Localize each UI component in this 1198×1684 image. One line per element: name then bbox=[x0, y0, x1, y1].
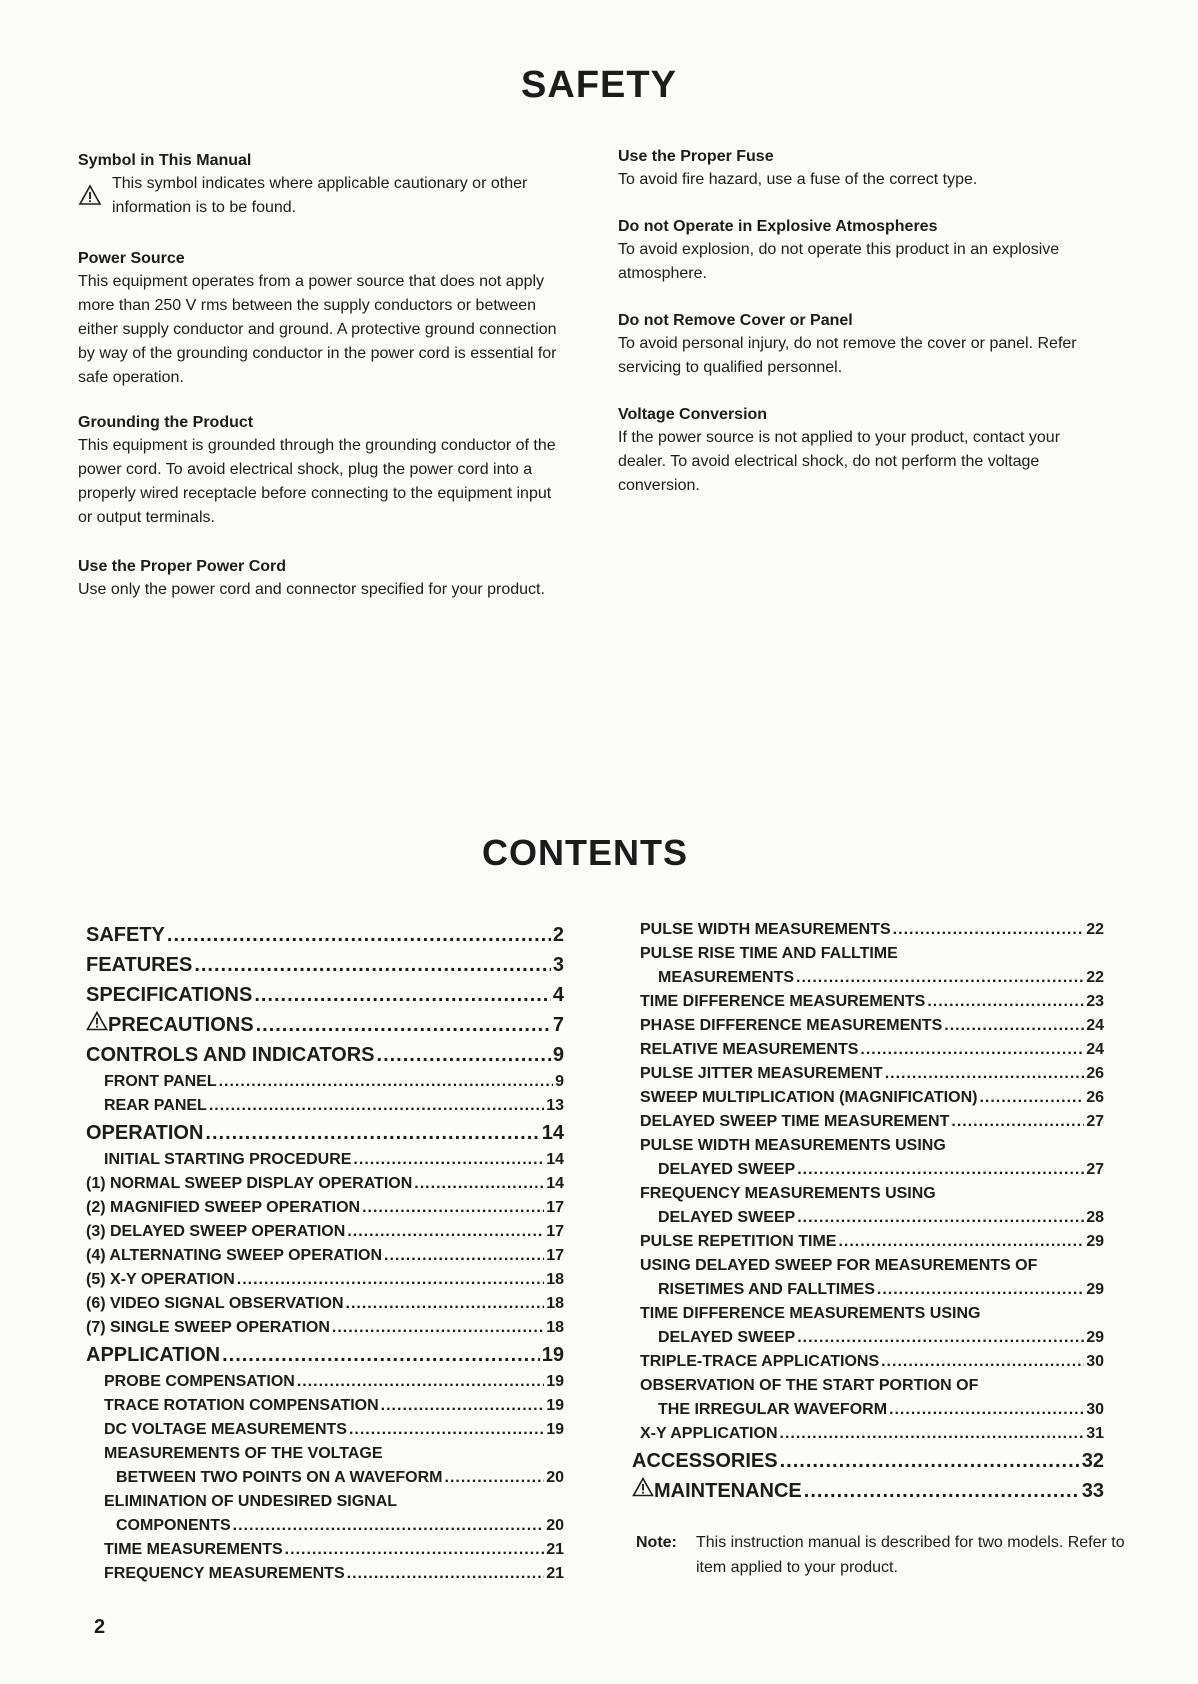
toc-item[interactable]: SAFETY ..... 2 bbox=[86, 920, 564, 950]
warning-triangle-icon bbox=[78, 172, 112, 211]
toc-item[interactable]: MEASUREMENTS ..... 22 bbox=[640, 966, 1104, 990]
toc-item[interactable]: DC VOLTAGE MEASUREMENTS ..... 19 bbox=[86, 1418, 564, 1442]
section-heading: Grounding the Product bbox=[78, 414, 254, 431]
toc-item[interactable]: REAR PANEL ..... 13 bbox=[86, 1094, 564, 1118]
section-text: To avoid explosion, do not operate this product in an explosive atmosphere. bbox=[618, 241, 1060, 282]
toc-item[interactable]: SPECIFICATIONS ..... 4 bbox=[86, 980, 564, 1010]
toc-item[interactable]: COMPONENTS ..... 20 bbox=[86, 1514, 564, 1538]
toc-item[interactable]: PULSE WIDTH MEASUREMENTS ..... 22 bbox=[640, 918, 1104, 942]
section-heading: Use the Proper Fuse bbox=[618, 148, 774, 165]
toc-item[interactable]: (2) MAGNIFIED SWEEP OPERATION ..... 17 bbox=[86, 1196, 564, 1220]
safety-section-voltage bbox=[618, 404, 1104, 498]
toc-item[interactable]: TRACE ROTATION COMPENSATION ..... 19 bbox=[86, 1394, 564, 1418]
toc-item[interactable]: FREQUENCY MEASUREMENTS ..... 21 bbox=[86, 1562, 564, 1586]
toc-item[interactable]: PULSE JITTER MEASUREMENT ..... 26 bbox=[640, 1062, 1104, 1086]
section-heading: Symbol in This Manual bbox=[78, 152, 252, 169]
toc-item[interactable]: (6) VIDEO SIGNAL OBSERVATION ..... 18 bbox=[86, 1292, 564, 1316]
toc-item[interactable]: ACCESSORIES ..... 32 bbox=[632, 1446, 1104, 1476]
warning-triangle-icon bbox=[632, 1476, 654, 1496]
safety-section-power-source bbox=[78, 248, 558, 390]
safety-section-fuse bbox=[618, 146, 1104, 192]
toc-item[interactable]: (4) ALTERNATING SWEEP OPERATION ..... 17 bbox=[86, 1244, 564, 1268]
toc-item[interactable]: FRONT PANEL ..... 9 bbox=[86, 1070, 564, 1094]
section-heading: Do not Remove Cover or Panel bbox=[618, 312, 853, 329]
toc-item[interactable]: TIME MEASUREMENTS ..... 21 bbox=[86, 1538, 564, 1562]
toc-item-continued[interactable]: MEASUREMENTS OF THE VOLTAGE bbox=[104, 1445, 383, 1462]
note-text: This instruction manual is described for two models. Refer to item applied to your product. bbox=[696, 1534, 1125, 1576]
toc-item[interactable]: DELAYED SWEEP ..... 29 bbox=[640, 1326, 1104, 1350]
page-number: 2 bbox=[94, 1616, 106, 1638]
toc-item[interactable]: DELAYED SWEEP ..... 28 bbox=[640, 1206, 1104, 1230]
safety-section-symbol bbox=[78, 150, 558, 220]
warning-triangle-icon bbox=[86, 1010, 108, 1030]
toc-item[interactable]: (1) NORMAL SWEEP DISPLAY OPERATION ..... 14 bbox=[86, 1172, 564, 1196]
note bbox=[636, 1530, 1136, 1580]
toc-item-continued[interactable]: ELIMINATION OF UNDESIRED SIGNAL bbox=[104, 1493, 398, 1510]
toc-item[interactable]: THE IRREGULAR WAVEFORM ..... 30 bbox=[640, 1398, 1104, 1422]
toc-item[interactable]: PULSE REPETITION TIME ..... 29 bbox=[640, 1230, 1104, 1254]
toc-item[interactable]: SWEEP MULTIPLICATION (MAGNIFICATION) ..... 26 bbox=[640, 1086, 1104, 1110]
toc-item-continued[interactable]: OBSERVATION OF THE START PORTION OF bbox=[640, 1377, 979, 1394]
section-text: Use only the power cord and connector specified for your product. bbox=[78, 581, 545, 598]
toc-item[interactable]: DELAYED SWEEP ..... 27 bbox=[640, 1158, 1104, 1182]
toc-item[interactable]: (7) SINGLE SWEEP OPERATION ..... 18 bbox=[86, 1316, 564, 1340]
toc-item[interactable]: DELAYED SWEEP TIME MEASUREMENT ..... 27 bbox=[640, 1110, 1104, 1134]
toc-item[interactable]: FEATURES ..... 3 bbox=[86, 950, 564, 980]
section-text: If the power source is not applied to your product, contact your dealer. To avoid electrical shock, do not perform the voltage conversion. bbox=[618, 429, 1061, 494]
toc-item[interactable]: PROBE COMPENSATION ..... 19 bbox=[86, 1370, 564, 1394]
toc-item-continued[interactable]: PULSE WIDTH MEASUREMENTS USING bbox=[640, 1137, 946, 1154]
toc-item-continued[interactable]: TIME DIFFERENCE MEASUREMENTS USING bbox=[640, 1305, 981, 1322]
section-heading: Do not Operate in Explosive Atmospheres bbox=[618, 218, 938, 235]
toc-item[interactable]: (3) DELAYED SWEEP OPERATION ..... 17 bbox=[86, 1220, 564, 1244]
toc-item[interactable]: TRIPLE-TRACE APPLICATIONS ..... 30 bbox=[640, 1350, 1104, 1374]
toc-item[interactable]: TIME DIFFERENCE MEASUREMENTS ..... 23 bbox=[640, 990, 1104, 1014]
contents-left-column bbox=[86, 920, 564, 1586]
toc-item[interactable]: BETWEEN TWO POINTS ON A WAVEFORM ..... 20 bbox=[86, 1466, 564, 1490]
toc-item[interactable]: OPERATION ..... 14 bbox=[86, 1118, 564, 1148]
toc-item[interactable]: X-Y APPLICATION ..... 31 bbox=[640, 1422, 1104, 1446]
safety-section-grounding bbox=[78, 412, 558, 530]
toc-item[interactable]: MAINTENANCE ..... 33 bbox=[632, 1476, 1104, 1506]
section-heading: Use the Proper Power Cord bbox=[78, 558, 287, 575]
section-text: This symbol indicates where applicable cautionary or other information is to be found. bbox=[112, 175, 528, 216]
section-text: This equipment is grounded through the grounding conductor of the power cord. To avoid electrical shock, plug the power cord into a properly wired receptacle before connecting to the equipment input or output terminals. bbox=[78, 437, 556, 526]
safety-section-explosive bbox=[618, 216, 1104, 286]
section-text: This equipment operates from a power source that does not apply more than 250 V rms between the supply conductors or between either supply conductor and ground. A protective ground connection by way of the grounding conductor in the power cord is essential for safe operation. bbox=[78, 273, 557, 386]
section-text: To avoid personal injury, do not remove the cover or panel. Refer servicing to qualified personnel. bbox=[618, 335, 1077, 376]
safety-left-column bbox=[78, 150, 558, 622]
toc-item-continued[interactable]: PULSE RISE TIME AND FALLTIME bbox=[640, 945, 898, 962]
toc-item[interactable]: APPLICATION ..... 19 bbox=[86, 1340, 564, 1370]
toc-item[interactable]: RELATIVE MEASUREMENTS ..... 24 bbox=[640, 1038, 1104, 1062]
safety-section-power-cord bbox=[78, 556, 558, 602]
safety-section-cover bbox=[618, 310, 1104, 380]
toc-item[interactable]: CONTROLS AND INDICATORS ..... 9 bbox=[86, 1040, 564, 1070]
section-heading: Voltage Conversion bbox=[618, 406, 768, 423]
section-heading: Power Source bbox=[78, 250, 185, 267]
contents-right-column bbox=[632, 918, 1104, 1506]
toc-item-continued[interactable]: FREQUENCY MEASUREMENTS USING bbox=[640, 1185, 936, 1202]
contents-title: CONTENTS bbox=[482, 832, 688, 873]
toc-item-continued[interactable]: USING DELAYED SWEEP FOR MEASUREMENTS OF bbox=[640, 1257, 1038, 1274]
section-text: To avoid fire hazard, use a fuse of the correct type. bbox=[618, 171, 978, 188]
safety-title: SAFETY bbox=[521, 64, 677, 106]
toc-item[interactable]: (5) X-Y OPERATION ..... 18 bbox=[86, 1268, 564, 1292]
toc-item[interactable]: PRECAUTIONS ..... 7 bbox=[86, 1010, 564, 1040]
toc-item[interactable]: INITIAL STARTING PROCEDURE ..... 14 bbox=[86, 1148, 564, 1172]
toc-item[interactable]: PHASE DIFFERENCE MEASUREMENTS ..... 24 bbox=[640, 1014, 1104, 1038]
note-label: Note: bbox=[636, 1534, 677, 1551]
toc-item[interactable]: RISETIMES AND FALLTIMES ..... 29 bbox=[640, 1278, 1104, 1302]
safety-right-column bbox=[618, 146, 1104, 518]
